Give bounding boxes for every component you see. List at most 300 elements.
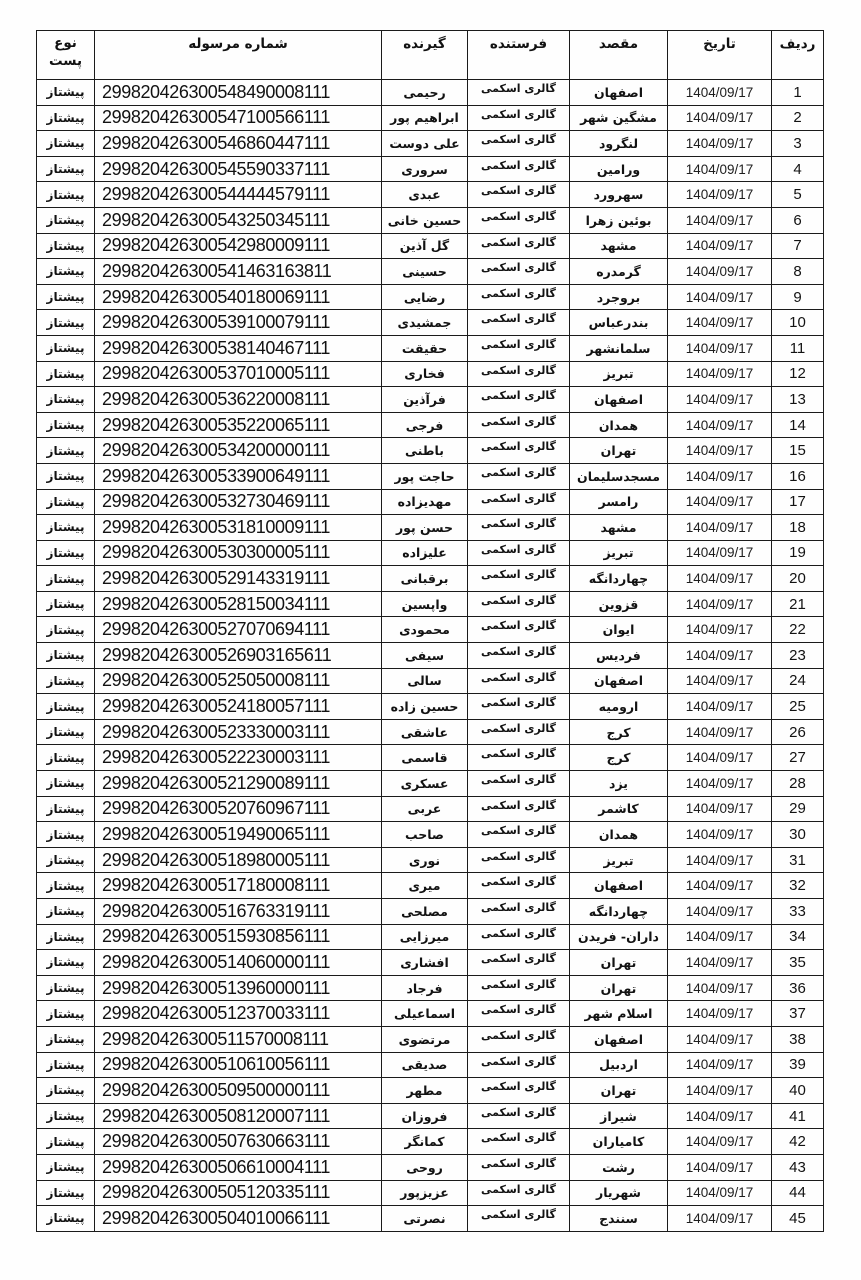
- header-cell-destination: مقصد: [570, 31, 668, 80]
- cell-tracking_number: 299820426300545590337111: [95, 156, 382, 182]
- cell-destination: داران- فریدن: [570, 924, 668, 950]
- cell-receiver: گل آذین: [382, 233, 468, 259]
- cell-tracking_number: 299820426300548490008111: [95, 80, 382, 106]
- cell-date: 1404/09/17: [668, 924, 772, 950]
- table-row: [37, 899, 824, 925]
- cell-date: 1404/09/17: [668, 540, 772, 566]
- table-header: [37, 31, 824, 80]
- cell-destination: اصفهان: [570, 1026, 668, 1052]
- cell-destination: چهاردانگه: [570, 899, 668, 925]
- cell-tracking_number: 299820426300520760967111: [95, 796, 382, 822]
- table-row: [37, 387, 824, 413]
- cell-sender: گالری اسکمی: [468, 1078, 570, 1104]
- cell-sender: گالری اسکمی: [468, 617, 570, 643]
- cell-row_no: 3: [772, 131, 824, 157]
- cell-sender: گالری اسکمی: [468, 1001, 570, 1027]
- cell-sender: گالری اسکمی: [468, 489, 570, 515]
- cell-sender: گالری اسکمی: [468, 335, 570, 361]
- cell-destination: شیراز: [570, 1103, 668, 1129]
- cell-tracking_number: 299820426300523330003111: [95, 719, 382, 745]
- cell-destination: اصفهان: [570, 668, 668, 694]
- cell-post_type: پیشتاز: [37, 284, 95, 310]
- cell-post_type: پیشتاز: [37, 899, 95, 925]
- cell-row_no: 18: [772, 515, 824, 541]
- cell-sender: گالری اسکمی: [468, 361, 570, 387]
- cell-post_type: پیشتاز: [37, 796, 95, 822]
- cell-sender: گالری اسکمی: [468, 694, 570, 720]
- cell-row_no: 45: [772, 1206, 824, 1232]
- cell-sender: گالری اسکمی: [468, 668, 570, 694]
- table-row: [37, 310, 824, 336]
- table-row: [37, 643, 824, 669]
- cell-receiver: فخاری: [382, 361, 468, 387]
- cell-row_no: 1: [772, 80, 824, 106]
- cell-tracking_number: 299820426300540180069111: [95, 284, 382, 310]
- cell-row_no: 7: [772, 233, 824, 259]
- table-row: [37, 156, 824, 182]
- cell-receiver: سالی: [382, 668, 468, 694]
- cell-post_type: پیشتاز: [37, 591, 95, 617]
- cell-tracking_number: 299820426300510610056111: [95, 1052, 382, 1078]
- cell-row_no: 13: [772, 387, 824, 413]
- cell-sender: گالری اسکمی: [468, 131, 570, 157]
- cell-sender: گالری اسکمی: [468, 950, 570, 976]
- cell-tracking_number: 299820426300527070694111: [95, 617, 382, 643]
- cell-post_type: پیشتاز: [37, 745, 95, 771]
- cell-tracking_number: 299820426300535220065111: [95, 412, 382, 438]
- cell-sender: گالری اسکمی: [468, 207, 570, 233]
- cell-date: 1404/09/17: [668, 515, 772, 541]
- cell-date: 1404/09/17: [668, 1103, 772, 1129]
- cell-destination: بندرعباس: [570, 310, 668, 336]
- cell-receiver: حقیقت: [382, 335, 468, 361]
- cell-row_no: 12: [772, 361, 824, 387]
- cell-receiver: سیفی: [382, 643, 468, 669]
- cell-date: 1404/09/17: [668, 1026, 772, 1052]
- cell-receiver: نوری: [382, 847, 468, 873]
- cell-post_type: پیشتاز: [37, 566, 95, 592]
- cell-sender: گالری اسکمی: [468, 1206, 570, 1232]
- table-row: [37, 796, 824, 822]
- table-row: [37, 822, 824, 848]
- cell-receiver: مطهر: [382, 1078, 468, 1104]
- table-row: [37, 1180, 824, 1206]
- table-row: [37, 361, 824, 387]
- cell-row_no: 22: [772, 617, 824, 643]
- cell-post_type: پیشتاز: [37, 463, 95, 489]
- cell-row_no: 11: [772, 335, 824, 361]
- cell-date: 1404/09/17: [668, 873, 772, 899]
- cell-sender: گالری اسکمی: [468, 233, 570, 259]
- cell-date: 1404/09/17: [668, 899, 772, 925]
- cell-row_no: 39: [772, 1052, 824, 1078]
- cell-row_no: 21: [772, 591, 824, 617]
- cell-post_type: پیشتاز: [37, 694, 95, 720]
- cell-sender: گالری اسکمی: [468, 643, 570, 669]
- cell-receiver: عربی: [382, 796, 468, 822]
- cell-post_type: پیشتاز: [37, 1206, 95, 1232]
- cell-post_type: پیشتاز: [37, 105, 95, 131]
- cell-tracking_number: 299820426300513960000111: [95, 975, 382, 1001]
- cell-sender: گالری اسکمی: [468, 412, 570, 438]
- cell-post_type: پیشتاز: [37, 80, 95, 106]
- table-row: [37, 847, 824, 873]
- cell-date: 1404/09/17: [668, 1180, 772, 1206]
- cell-destination: تهران: [570, 1078, 668, 1104]
- table-row: [37, 463, 824, 489]
- cell-sender: گالری اسکمی: [468, 1052, 570, 1078]
- cell-tracking_number: 299820426300526903165611: [95, 643, 382, 669]
- cell-sender: گالری اسکمی: [468, 899, 570, 925]
- table-row: [37, 1103, 824, 1129]
- cell-sender: گالری اسکمی: [468, 822, 570, 848]
- cell-destination: کاشمر: [570, 796, 668, 822]
- cell-date: 1404/09/17: [668, 822, 772, 848]
- cell-post_type: پیشتاز: [37, 924, 95, 950]
- cell-row_no: 36: [772, 975, 824, 1001]
- cell-date: 1404/09/17: [668, 1078, 772, 1104]
- cell-destination: تهران: [570, 950, 668, 976]
- cell-tracking_number: 299820426300514060000111: [95, 950, 382, 976]
- cell-destination: مشگین شهر: [570, 105, 668, 131]
- cell-date: 1404/09/17: [668, 438, 772, 464]
- table-row: [37, 873, 824, 899]
- cell-sender: گالری اسکمی: [468, 105, 570, 131]
- table-row: [37, 719, 824, 745]
- cell-sender: گالری اسکمی: [468, 771, 570, 797]
- cell-receiver: علی دوست: [382, 131, 468, 157]
- cell-row_no: 34: [772, 924, 824, 950]
- cell-tracking_number: 299820426300525050008111: [95, 668, 382, 694]
- cell-date: 1404/09/17: [668, 719, 772, 745]
- cell-sender: گالری اسکمی: [468, 1129, 570, 1155]
- cell-date: 1404/09/17: [668, 1052, 772, 1078]
- table-row: [37, 950, 824, 976]
- cell-tracking_number: 299820426300534200000111: [95, 438, 382, 464]
- cell-tracking_number: 299820426300507630663111: [95, 1129, 382, 1155]
- cell-destination: گرمدره: [570, 259, 668, 285]
- cell-receiver: حسینی: [382, 259, 468, 285]
- cell-destination: تبریز: [570, 847, 668, 873]
- cell-date: 1404/09/17: [668, 975, 772, 1001]
- cell-tracking_number: 299820426300531810009111: [95, 515, 382, 541]
- cell-destination: مسجدسلیمان: [570, 463, 668, 489]
- table-row: [37, 515, 824, 541]
- cell-post_type: پیشتاز: [37, 1026, 95, 1052]
- cell-tracking_number: 299820426300530300005111: [95, 540, 382, 566]
- cell-receiver: عاشقی: [382, 719, 468, 745]
- table-row: [37, 924, 824, 950]
- cell-receiver: میرزایی: [382, 924, 468, 950]
- cell-destination: ورامین: [570, 156, 668, 182]
- cell-tracking_number: 299820426300506610004111: [95, 1154, 382, 1180]
- cell-post_type: پیشتاز: [37, 668, 95, 694]
- cell-receiver: افشاری: [382, 950, 468, 976]
- cell-destination: کرج: [570, 745, 668, 771]
- cell-destination: رشت: [570, 1154, 668, 1180]
- cell-row_no: 38: [772, 1026, 824, 1052]
- cell-receiver: فرجی: [382, 412, 468, 438]
- cell-post_type: پیشتاز: [37, 233, 95, 259]
- cell-destination: لنگرود: [570, 131, 668, 157]
- cell-destination: تبریز: [570, 540, 668, 566]
- cell-date: 1404/09/17: [668, 233, 772, 259]
- cell-post_type: پیشتاز: [37, 822, 95, 848]
- cell-post_type: پیشتاز: [37, 259, 95, 285]
- cell-destination: اسلام شهر: [570, 1001, 668, 1027]
- cell-post_type: پیشتاز: [37, 1078, 95, 1104]
- cell-destination: اردبیل: [570, 1052, 668, 1078]
- cell-sender: گالری اسکمی: [468, 259, 570, 285]
- cell-destination: سهرورد: [570, 182, 668, 208]
- table-row: [37, 489, 824, 515]
- table-row: [37, 591, 824, 617]
- cell-post_type: پیشتاز: [37, 771, 95, 797]
- cell-date: 1404/09/17: [668, 796, 772, 822]
- cell-post_type: پیشتاز: [37, 131, 95, 157]
- cell-date: 1404/09/17: [668, 412, 772, 438]
- table-row: [37, 1001, 824, 1027]
- cell-receiver: صدیقی: [382, 1052, 468, 1078]
- cell-destination: تهران: [570, 975, 668, 1001]
- cell-sender: گالری اسکمی: [468, 1103, 570, 1129]
- table-row: [37, 284, 824, 310]
- cell-row_no: 19: [772, 540, 824, 566]
- table-row: [37, 694, 824, 720]
- cell-destination: تبریز: [570, 361, 668, 387]
- cell-sender: گالری اسکمی: [468, 310, 570, 336]
- cell-receiver: مصلحی: [382, 899, 468, 925]
- cell-row_no: 23: [772, 643, 824, 669]
- cell-tracking_number: 299820426300541463163811: [95, 259, 382, 285]
- cell-receiver: جمشیدی: [382, 310, 468, 336]
- cell-receiver: نصرتی: [382, 1206, 468, 1232]
- cell-tracking_number: 299820426300536220008111: [95, 387, 382, 413]
- cell-receiver: فرآذین: [382, 387, 468, 413]
- cell-row_no: 15: [772, 438, 824, 464]
- cell-destination: شهریار: [570, 1180, 668, 1206]
- cell-destination: تهران: [570, 438, 668, 464]
- cell-sender: گالری اسکمی: [468, 796, 570, 822]
- cell-receiver: فرجاد: [382, 975, 468, 1001]
- cell-row_no: 6: [772, 207, 824, 233]
- table-row: [37, 771, 824, 797]
- cell-date: 1404/09/17: [668, 1206, 772, 1232]
- cell-post_type: پیشتاز: [37, 873, 95, 899]
- cell-receiver: حاجت پور: [382, 463, 468, 489]
- cell-post_type: پیشتاز: [37, 1001, 95, 1027]
- table-row: [37, 131, 824, 157]
- cell-post_type: پیشتاز: [37, 438, 95, 464]
- cell-sender: گالری اسکمی: [468, 591, 570, 617]
- cell-row_no: 25: [772, 694, 824, 720]
- cell-post_type: پیشتاز: [37, 847, 95, 873]
- cell-post_type: پیشتاز: [37, 1052, 95, 1078]
- cell-post_type: پیشتاز: [37, 719, 95, 745]
- cell-date: 1404/09/17: [668, 310, 772, 336]
- table-row: [37, 438, 824, 464]
- cell-date: 1404/09/17: [668, 591, 772, 617]
- cell-tracking_number: 299820426300505120335111: [95, 1180, 382, 1206]
- table-row: [37, 1026, 824, 1052]
- cell-post_type: پیشتاز: [37, 1129, 95, 1155]
- cell-row_no: 41: [772, 1103, 824, 1129]
- cell-row_no: 42: [772, 1129, 824, 1155]
- cell-tracking_number: 299820426300538140467111: [95, 335, 382, 361]
- cell-sender: گالری اسکمی: [468, 438, 570, 464]
- cell-tracking_number: 299820426300542980009111: [95, 233, 382, 259]
- cell-tracking_number: 299820426300547100566111: [95, 105, 382, 131]
- cell-tracking_number: 299820426300537010005111: [95, 361, 382, 387]
- table-row: [37, 1078, 824, 1104]
- cell-sender: گالری اسکمی: [468, 463, 570, 489]
- cell-tracking_number: 299820426300533900649111: [95, 463, 382, 489]
- cell-destination: سنندج: [570, 1206, 668, 1232]
- cell-sender: گالری اسکمی: [468, 566, 570, 592]
- cell-receiver: رحیمی: [382, 80, 468, 106]
- cell-row_no: 5: [772, 182, 824, 208]
- cell-post_type: پیشتاز: [37, 975, 95, 1001]
- cell-row_no: 20: [772, 566, 824, 592]
- cell-date: 1404/09/17: [668, 131, 772, 157]
- cell-date: 1404/09/17: [668, 643, 772, 669]
- table-row: [37, 259, 824, 285]
- cell-row_no: 37: [772, 1001, 824, 1027]
- table-row: [37, 182, 824, 208]
- cell-destination: مشهد: [570, 515, 668, 541]
- cell-date: 1404/09/17: [668, 566, 772, 592]
- cell-sender: گالری اسکمی: [468, 1180, 570, 1206]
- cell-row_no: 43: [772, 1154, 824, 1180]
- cell-date: 1404/09/17: [668, 335, 772, 361]
- header-cell-tracking_number: شماره مرسوله: [95, 31, 382, 80]
- cell-post_type: پیشتاز: [37, 1103, 95, 1129]
- cell-destination: همدان: [570, 412, 668, 438]
- cell-receiver: حسین زاده: [382, 694, 468, 720]
- cell-receiver: حسن پور: [382, 515, 468, 541]
- table-row: [37, 233, 824, 259]
- cell-receiver: ابراهیم پور: [382, 105, 468, 131]
- table-row: [37, 668, 824, 694]
- cell-post_type: پیشتاز: [37, 156, 95, 182]
- header-cell-sender: فرستنده: [468, 31, 570, 80]
- cell-destination: بوئین زهرا: [570, 207, 668, 233]
- table-row: [37, 975, 824, 1001]
- table-row: [37, 566, 824, 592]
- cell-sender: گالری اسکمی: [468, 156, 570, 182]
- cell-row_no: 33: [772, 899, 824, 925]
- table-row: [37, 412, 824, 438]
- cell-date: 1404/09/17: [668, 950, 772, 976]
- cell-destination: کرج: [570, 719, 668, 745]
- table-row: [37, 335, 824, 361]
- cell-sender: گالری اسکمی: [468, 975, 570, 1001]
- cell-date: 1404/09/17: [668, 771, 772, 797]
- cell-post_type: پیشتاز: [37, 182, 95, 208]
- header-cell-post_type: نوع پست: [37, 31, 95, 80]
- cell-receiver: رضایی: [382, 284, 468, 310]
- cell-tracking_number: 299820426300544444579111: [95, 182, 382, 208]
- header-cell-row_no: ردیف: [772, 31, 824, 80]
- shipments-table: [36, 30, 824, 1232]
- cell-row_no: 28: [772, 771, 824, 797]
- cell-date: 1404/09/17: [668, 668, 772, 694]
- cell-tracking_number: 299820426300518980005111: [95, 847, 382, 873]
- cell-tracking_number: 299820426300511570008111: [95, 1026, 382, 1052]
- cell-sender: گالری اسکمی: [468, 540, 570, 566]
- cell-tracking_number: 299820426300517180008111: [95, 873, 382, 899]
- cell-tracking_number: 299820426300508120007111: [95, 1103, 382, 1129]
- cell-destination: اصفهان: [570, 80, 668, 106]
- cell-destination: همدان: [570, 822, 668, 848]
- cell-tracking_number: 299820426300524180057111: [95, 694, 382, 720]
- table-row: [37, 207, 824, 233]
- table-row: [37, 105, 824, 131]
- table-row: [37, 745, 824, 771]
- cell-destination: یزد: [570, 771, 668, 797]
- cell-tracking_number: 299820426300529143319111: [95, 566, 382, 592]
- header-cell-receiver: گیرنده: [382, 31, 468, 80]
- cell-tracking_number: 299820426300543250345111: [95, 207, 382, 233]
- cell-post_type: پیشتاز: [37, 643, 95, 669]
- cell-tracking_number: 299820426300532730469111: [95, 489, 382, 515]
- cell-date: 1404/09/17: [668, 80, 772, 106]
- cell-date: 1404/09/17: [668, 489, 772, 515]
- cell-row_no: 31: [772, 847, 824, 873]
- cell-destination: مشهد: [570, 233, 668, 259]
- cell-sender: گالری اسکمی: [468, 284, 570, 310]
- cell-post_type: پیشتاز: [37, 950, 95, 976]
- cell-receiver: مهدیزاده: [382, 489, 468, 515]
- cell-receiver: محمودی: [382, 617, 468, 643]
- cell-post_type: پیشتاز: [37, 1180, 95, 1206]
- cell-sender: گالری اسکمی: [468, 719, 570, 745]
- cell-receiver: صاحب: [382, 822, 468, 848]
- cell-sender: گالری اسکمی: [468, 182, 570, 208]
- cell-post_type: پیشتاز: [37, 335, 95, 361]
- cell-date: 1404/09/17: [668, 1129, 772, 1155]
- cell-tracking_number: 299820426300539100079111: [95, 310, 382, 336]
- cell-sender: گالری اسکمی: [468, 924, 570, 950]
- cell-sender: گالری اسکمی: [468, 1026, 570, 1052]
- cell-receiver: روحی: [382, 1154, 468, 1180]
- cell-tracking_number: 299820426300509500000111: [95, 1078, 382, 1104]
- cell-tracking_number: 299820426300519490065111: [95, 822, 382, 848]
- cell-row_no: 29: [772, 796, 824, 822]
- cell-receiver: عبدی: [382, 182, 468, 208]
- cell-date: 1404/09/17: [668, 463, 772, 489]
- header-cell-date: تاریخ: [668, 31, 772, 80]
- cell-date: 1404/09/17: [668, 387, 772, 413]
- cell-tracking_number: 299820426300504010066111: [95, 1206, 382, 1232]
- cell-date: 1404/09/17: [668, 847, 772, 873]
- cell-receiver: عزیزپور: [382, 1180, 468, 1206]
- cell-receiver: فروزان: [382, 1103, 468, 1129]
- cell-row_no: 4: [772, 156, 824, 182]
- table-body: [37, 80, 824, 1232]
- cell-destination: سلمانشهر: [570, 335, 668, 361]
- cell-receiver: قاسمی: [382, 745, 468, 771]
- cell-receiver: سروری: [382, 156, 468, 182]
- cell-sender: گالری اسکمی: [468, 515, 570, 541]
- cell-row_no: 35: [772, 950, 824, 976]
- cell-date: 1404/09/17: [668, 1154, 772, 1180]
- cell-destination: ارومیه: [570, 694, 668, 720]
- cell-destination: فردیس: [570, 643, 668, 669]
- cell-row_no: 14: [772, 412, 824, 438]
- cell-tracking_number: 299820426300522230003111: [95, 745, 382, 771]
- cell-destination: ایوان: [570, 617, 668, 643]
